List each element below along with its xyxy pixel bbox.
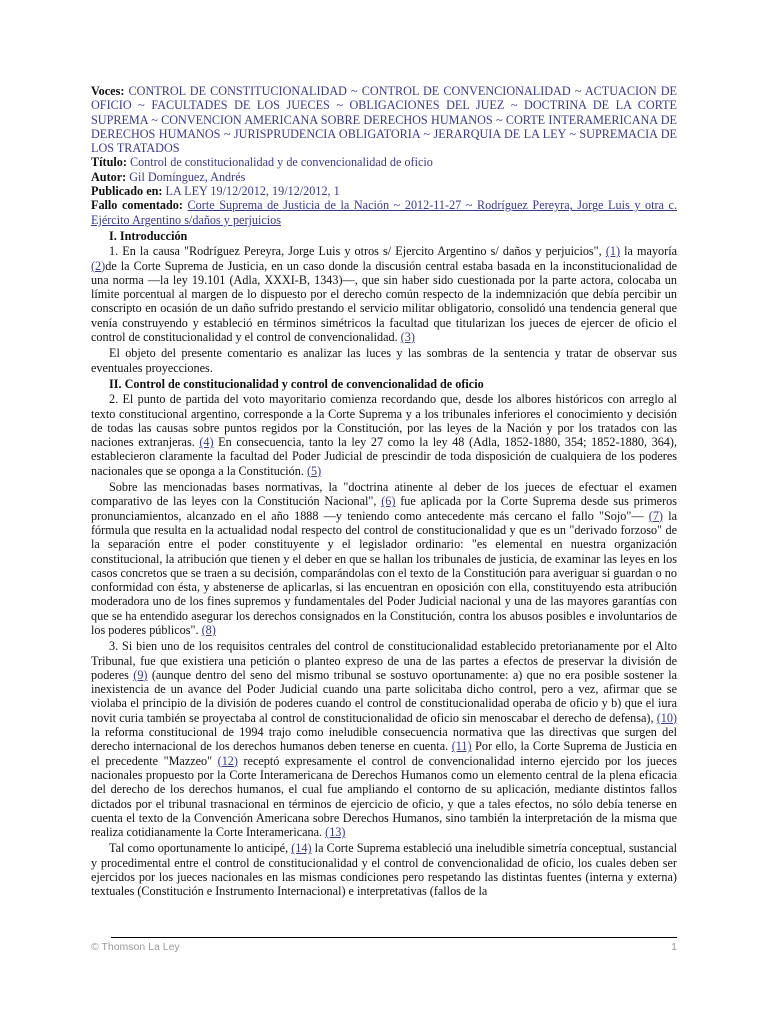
footnote-link-11[interactable]: (11) — [451, 739, 472, 754]
paragraph-1 — [91, 244, 677, 344]
footnote-link-10[interactable]: (10) — [656, 710, 677, 725]
paragraph-text: 3. Si bien uno de los requisitos centrales del control de constitucionalidad establecido pretorianamente por el Alto Tribunal, fue que existiera una petición o planteo expreso de una de las partes a efectos de preservar la división de poderes — [91, 639, 677, 682]
section-heading-control: II. Control de constitucionalidad y control de convencionalidad de oficio — [109, 376, 484, 391]
footnote-link-7[interactable]: (7) — [648, 508, 663, 523]
paragraph-text: la Corte Suprema estableció una ineludible simetría conceptual, sustancial y procedimental entre el control de constitucionalidad y el control de convencionalidad de oficio, los cuales deben ser ejercidos por los jueces nacionales en las mismas condiciones pero respetando las distintas fuentes (interna y externa) textuales (Constitución e Instrumento Internacional) e interpretativas (fallos de la — [91, 841, 678, 899]
copyright-notice: © Thomson La Ley — [91, 941, 180, 953]
titulo-label: Título: — [91, 155, 127, 170]
paragraph-6 — [91, 841, 677, 898]
paragraph-text: de la Corte Suprema de Justicia, en un caso donde la discusión central estaba basada en la inconstitucionalidad de una norma —la ley 19.101 (Adla, XXXI-B, 1343)—, que sin haber sido cuestionada por la parte actora, colocaba un límite porcentual al margen de lo dispuesto por el derecho común respecto de la indemnización que debía percibir un conscripto en ocasión de un daño sufrido prestando el servicio militar obligatorio, consolidó una tendencia general que venía construyendo y estableció en términos simétricos la facultad que titularizan los jueces de ejercer de oficio el control de constitucionalidad y el control de convencionalidad. — [91, 258, 677, 345]
footnote-link-3[interactable]: (3) — [400, 330, 415, 345]
paragraph-5 — [91, 639, 677, 839]
footnote-link-2[interactable]: (2) — [91, 258, 106, 273]
publicado-text: LA LEY 19/12/2012, 19/12/2012, 1 — [165, 184, 340, 199]
paragraph-text: (aunque dentro del seno del mismo tribunal se sostuvo oportunamente: a) que no era posible sostener la inexistencia de un avance del Poder Judicial cuando una parte solicitaba dicho control, pero a vez, afirmar que se violaba el principio de la división de poderes cuando el control de constitucionalidad operaba de oficio y b) que el iura novit curia también se proyectaba al control de constitucionalidad de oficio sin menoscabar el derecho de defensa), — [91, 667, 677, 725]
titulo-line — [91, 155, 677, 169]
footnote-link-13[interactable]: (13) — [325, 825, 346, 840]
paragraph-text: Sobre las mencionadas bases normativas, la "doctrina atinente al deber de los jueces de efectuar el examen comparativo de las leyes con la Constitución Nacional", — [91, 480, 677, 509]
footnote-link-5[interactable]: (5) — [306, 463, 322, 478]
footnote-link-4[interactable]: (4) — [199, 435, 214, 450]
footnote-link-14[interactable]: (14) — [291, 841, 312, 856]
publicado-label: Publicado en: — [91, 184, 163, 199]
paragraph-text: la reforma constitucional de 1994 trajo como ineludible consecuencia normativa que las directivas que surgen del derecho internacional de los derechos humanos deben tenerse en cuenta. — [91, 725, 677, 754]
paragraph-text: la mayoría — [620, 244, 677, 259]
footnote-link-9[interactable]: (9) — [133, 667, 148, 682]
footer-divider — [111, 937, 677, 938]
fallo-label: Fallo comentado: — [91, 198, 183, 213]
paragraph-text: la fórmula que resulta en la actualidad nodal respecto del control de constitucionalidad y que es un "derivado forzoso" de la separación entre el poder constituyente y el legislador ordinario: "es elemental en nuestra organización constitucional, la atribución que tienen y el deber en que se hallan los tribunales de justicia, de examinar las leyes en los casos concretos que se traen a su decisión, comparándolas con el texto de la Constitución para averiguar si guardan o no conformidad con ésta, y abstenerse de aplicarlas, si las encuentran en oposición con ella, constituyendo esta atribución moderadora uno de los fines supremos y fundamentales del Poder Judicial nacional y una de las mayores garantías con que se ha entendido asegurar los derechos consignados en la Constitución, contra los abusos posibles e involuntarios de los poderes públicos". — [91, 508, 678, 637]
autor-label: Autor: — [91, 169, 127, 184]
page-number: 1 — [671, 941, 677, 953]
section-heading-introduccion: I. Introducción — [109, 228, 188, 243]
titulo-text: Control de constitucionalidad y de convencionalidad de oficio — [129, 155, 433, 170]
paragraph-text: Tal como oportunamente lo anticipé, — [109, 841, 292, 856]
footnote-link-1[interactable]: (1) — [605, 244, 621, 259]
page-footer — [91, 941, 677, 953]
footnote-link-12[interactable]: (12) — [217, 753, 238, 768]
fallo-link[interactable]: Corte Suprema de Justicia de la Nación ~ 2012-11-27 ~ Rodríguez Pereyra, Jorge Luis y otra c. Ejército Argentino s/daños y perjuicios — [91, 198, 678, 227]
voces-label: Voces: — [91, 84, 125, 98]
paragraph-text: receptó expresamente el control de convencionalidad interno ejercido por los jueces nacionales propuesto por la Corte Interamericana de Derechos Humanos como un elemento central de la plena eficacia del derecho de los derechos humanos, el cual fue ampliando el contorno de su aplicación, mediante distintos fallos dictados por el tribunal trasnacional en términos de ejercicio de oficio, y que a tales efectos, no sólo debía tenerse en cuenta el texto de la Convención Americana sobre Derechos Humanos, sino también la interpretación de la misma que realiza cotidianamente la Corte Interamericana. — [91, 753, 677, 840]
paragraph-text: 2. El punto de partida del voto mayoritario comienza recordando que, desde los albores históricos con arreglo al texto constitucional argentino, corresponde a la Corte Suprema y a los tribunales inferiores el conocimiento y decisión de todas las causas sobre puntos regidos por la Constitución, por las leyes de la Nación y por los tratados con las naciones extranjeras. — [91, 392, 677, 450]
paragraph-text: En consecuencia, tanto la ley 27 como la ley 48 (Adla, 1852-1880, 354; 1852-1880, 364), establecieron claramente la facultad del Poder Judicial de prescindir de toda disposición de cualquiera de los poderes nacionales que se oponga a la Constitución. — [91, 435, 677, 478]
footnote-link-8[interactable]: (8) — [201, 622, 216, 637]
paragraph-2: El objeto del presente comentario es analizar las luces y las sombras de la sentencia y tratar de observar sus eventuales proyecciones. — [91, 346, 677, 375]
paragraph-3 — [91, 392, 677, 478]
paragraph-text: Por ello, la Corte Suprema de Justicia en el precedente "Mazzeo" — [91, 739, 677, 768]
publicado-line — [91, 184, 677, 198]
paragraph-text: 1. En la causa "Rodríguez Pereyra, Jorge Luis y otros s/ Ejercito Argentino s/ daños y perjuicios", — [109, 244, 606, 259]
autor-text: Gil Domínguez, Andrés — [129, 169, 246, 184]
voces-line — [91, 84, 677, 155]
paragraph-text: fue aplicada por la Corte Suprema desde sus primeros pronunciamientos, alcanzado en el año 1888 —y teniendo como antecedente más cercano el fallo "Sojo"— — [91, 494, 677, 523]
voces-text: CONTROL DE CONSTITUCIONALIDAD ~ CONTROL DE CONVENCIONALIDAD ~ ACTUACION DE OFICIO ~ FACULTADES DE LOS JUECES ~ OBLIGACIONES DEL JUEZ ~ DOCTRINA DE LA CORTE SUPREMA ~ CONVENCION AMERICANA SOBRE DERECHOS HUMANOS ~ CORTE INTERAMERICANA DE DERECHOS HUMANOS ~ JURISPRUDENCIA OBLIGATORIA ~ JERARQUIA DE LA LEY ~ SUPREMACIA DE LOS TRATADOS — [91, 84, 677, 156]
fallo-line — [91, 198, 677, 227]
paragraph-4 — [91, 480, 677, 637]
autor-line — [91, 170, 677, 184]
footnote-link-6[interactable]: (6) — [381, 494, 396, 509]
document-body — [91, 84, 677, 901]
